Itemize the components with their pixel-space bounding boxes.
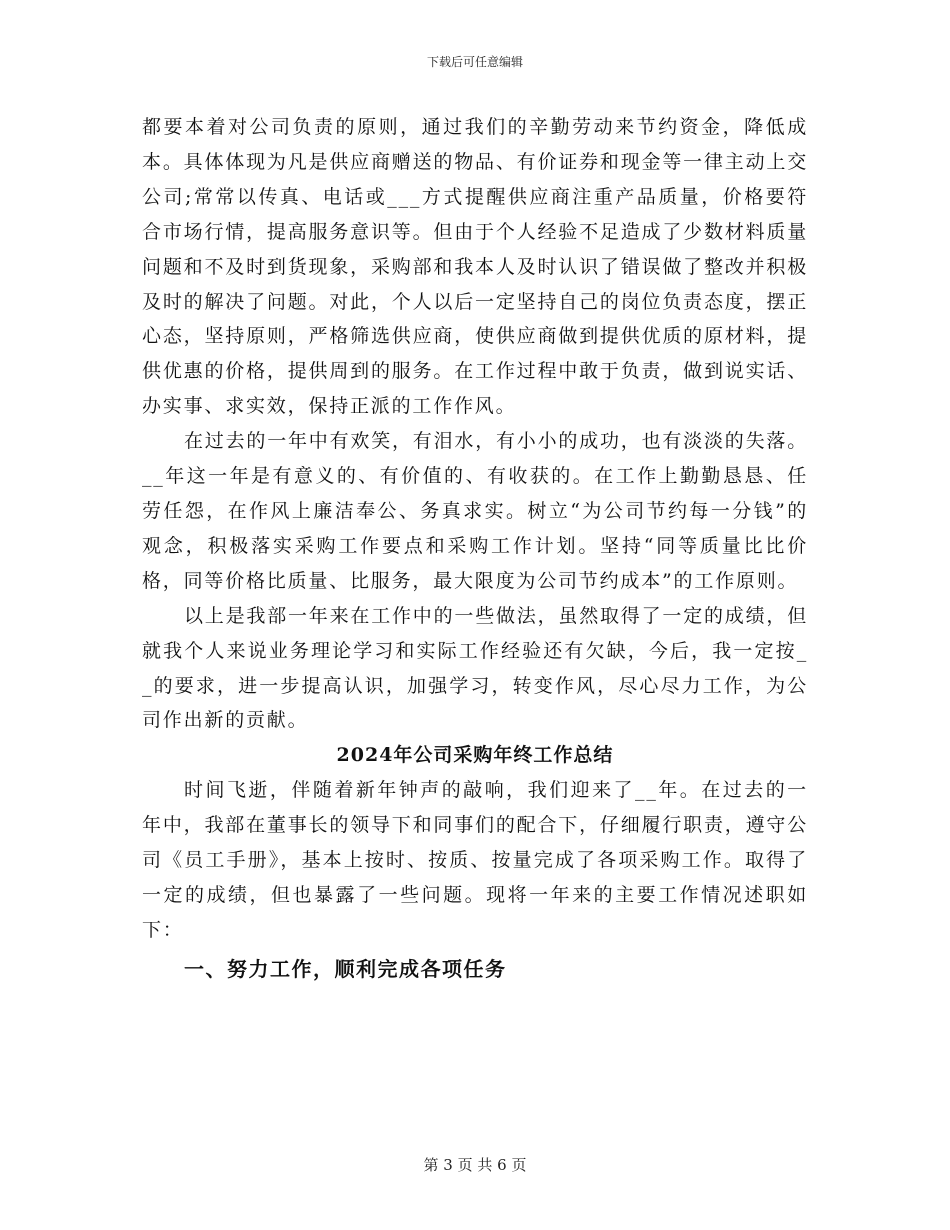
paragraph-continuation: 都要本着对公司负责的原则，通过我们的辛勤劳动来节约资金，降低成本。具体体现为凡是供应商赠送的物品、有价证券和现金等一律主动上交公司;常常以传真、电话或___方式提醒供应商注重产品质量，价格要符合市场行情，提高服务意识等。但由于个人经验不足造成了少数材料质量问题和不及时到货现象，采购部和我本人及时认识了错误做了整改并积极及时的解决了问题。对此，个人以后一定坚持自己的岗位负责态度，摆正心态，坚持原则，严格筛选供应商，使供应商做到提供优质的原材料，提供优惠的价格，提供周到的服务。在工作过程中敢于负责，做到说实话、办实事、求实效，保持正派的工作作风。 (142, 116, 808, 418)
paragraph-intro: 时间飞逝，伴随着新年钟声的敲响，我们迎来了__年。在过去的一年中，我部在董事长的领导下和同事们的配合下，仔细履行职责，遵守公司《员工手册》，基本上按时、按质、按量完成了各项采购工作。取得了一定的成绩，但也暴露了一些问题。现将一年来的主要工作情况述职如下： (142, 779, 808, 941)
paragraph-conclusion: 以上是我部一年来在工作中的一些做法，虽然取得了一定的成绩，但就我个人来说业务理论学习和实际工作经验还有欠缺，今后，我一定按__的要求，进一步提高认识，加强学习，转变作风，尽心尽力工作，为公司作出新的贡献。 (142, 604, 809, 732)
section-heading: 一、努力工作，顺利完成各项任务 (184, 956, 507, 981)
document-body (142, 110, 808, 987)
paragraph-past-year: 在过去的一年中有欢笑，有泪水，有小小的成功，也有淡淡的失落。__年这一年是有意义的、有价值的、有收获的。在工作上勤勤恳恳、任劳任怨，在作风上廉洁奉公、务真求实。树立“为公司节约每一分钱”的观念，积极落实采购工作要点和采购工作计划。坚持“同等质量比比价格，同等价格比质量、比服务，最大限度为公司节约成本”的工作原则。 (142, 430, 809, 592)
page-number-footer: 第 3 页 共 6 页 (423, 1156, 527, 1174)
document-title: 2024年公司采购年终工作总结 (336, 744, 614, 767)
page-header: 下载后可任意编辑 (426, 55, 523, 69)
